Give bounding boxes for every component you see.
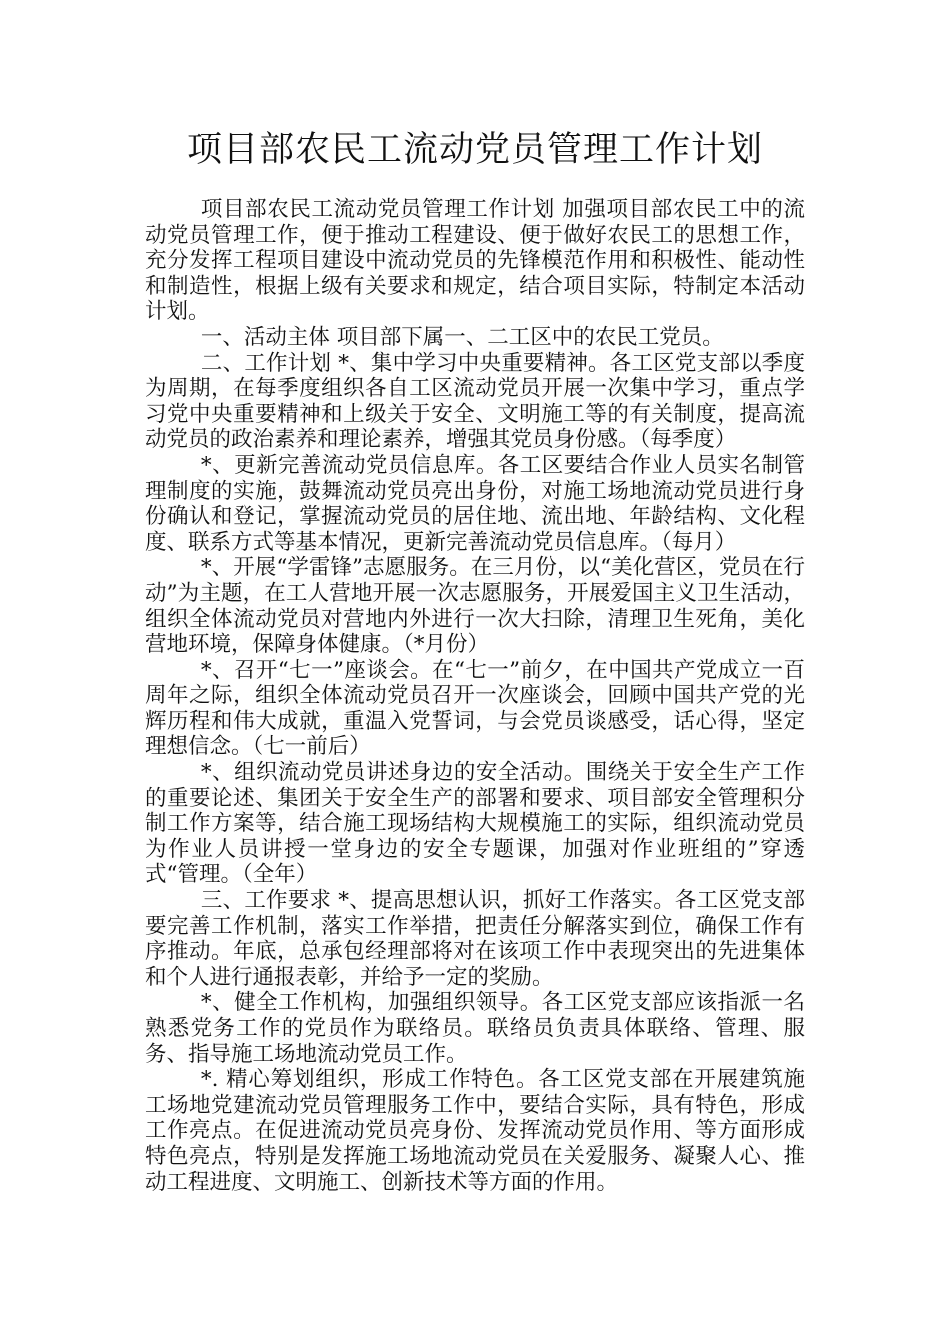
paragraph-item: *、组织流动党员讲述身边的安全活动。围绕关于安全生产工作的重要论述、集团关于安全生产的部署和要求、项目部安全管理积分制工作方案等，结合施工现场结构大规模施工的实际，组织流动党员为作业人员讲授一堂身边的安全专题课，加强对作业班组的”穿透式“管理。（全年） <box>145 760 805 888</box>
paragraph-item: *、开展“学雷锋”志愿服务。在三月份，以“美化营区，党员在行动”为主题，在工人营地开展一次志愿服务，开展爱国主义卫生活动，组织全体流动党员对营地内外进行一次大扫除，清理卫生死角，美化营地环境，保障身体健康。（*月份） <box>145 555 805 658</box>
paragraph-item: *、召开“七一”座谈会。在“七一”前夕，在中国共产党成立一百周年之际，组织全体流动党员召开一次座谈会，回顾中国共产党的光辉历程和伟大成就，重温入党誓词，与会党员谈感受，话心得，坚定理想信念。（七一前后） <box>145 657 805 760</box>
paragraph-section-1: 一、活动主体 项目部下属一、二工区中的农民工党员。 <box>200 324 724 350</box>
paragraph-item: *、健全工作机构，加强组织领导。各工区党支部应该指派一名熟悉党务工作的党员作为联络员。联络员负责具体联络、管理、服务、指导施工场地流动党员工作。 <box>145 990 805 1067</box>
document-title: 项目部农民工流动党员管理工作计划 <box>186 130 763 170</box>
paragraph-intro: 项目部农民工流动党员管理工作计划 加强项目部农民工中的流动党员管理工作，便于推动工程建设、便于做好农民工的思想工作，充分发挥工程项目建设中流动党员的先锋模范作用和积极性、能动性和制造性，根据上级有关要求和规定，结合项目实际，特制定本活动计划。 <box>145 197 805 325</box>
paragraph-section-2: 二、工作计划 *、集中学习中央重要精神。各工区党支部以季度为周期，在每季度组织各自工区流动党员开展一次集中学习，重点学习党中央重要精神和上级关于安全、文明施工等的有关制度，提高流动党员的政治素养和理论素养，增强其党员身份感。（每季度） <box>145 350 805 453</box>
paragraph-item: *. 精心筹划组织，形成工作特色。各工区党支部在开展建筑施工场地党建流动党员管理服务工作中，要结合实际，具有特色，形成工作亮点。在促进流动党员亮身份、发挥流动党员作用、等方面形成特色亮点，特别是发挥施工场地流动党员在关爱服务、凝聚人心、推动工程进度、文明施工、创新技术等方面的作用。 <box>145 1067 805 1195</box>
paragraph-item: *、更新完善流动党员信息库。各工区要结合作业人员实名制管理制度的实施，鼓舞流动党员亮出身份，对施工场地流动党员进行身份确认和登记，掌握流动党员的居住地、流出地、年龄结构、文化程度、联系方式等基本情况，更新完善流动党员信息库。（每月） <box>145 452 805 555</box>
paragraph-section-3: 三、工作要求 *、提高思想认识，抓好工作落实。各工区党支部要完善工作机制，落实工作举措，把责任分解落实到位，确保工作有序推动。年底，总承包经理部将对在该项工作中表现突出的先进集体和个人进行通报表彰，并给予一定的奖励。 <box>145 888 805 990</box>
document-body <box>145 197 805 1195</box>
